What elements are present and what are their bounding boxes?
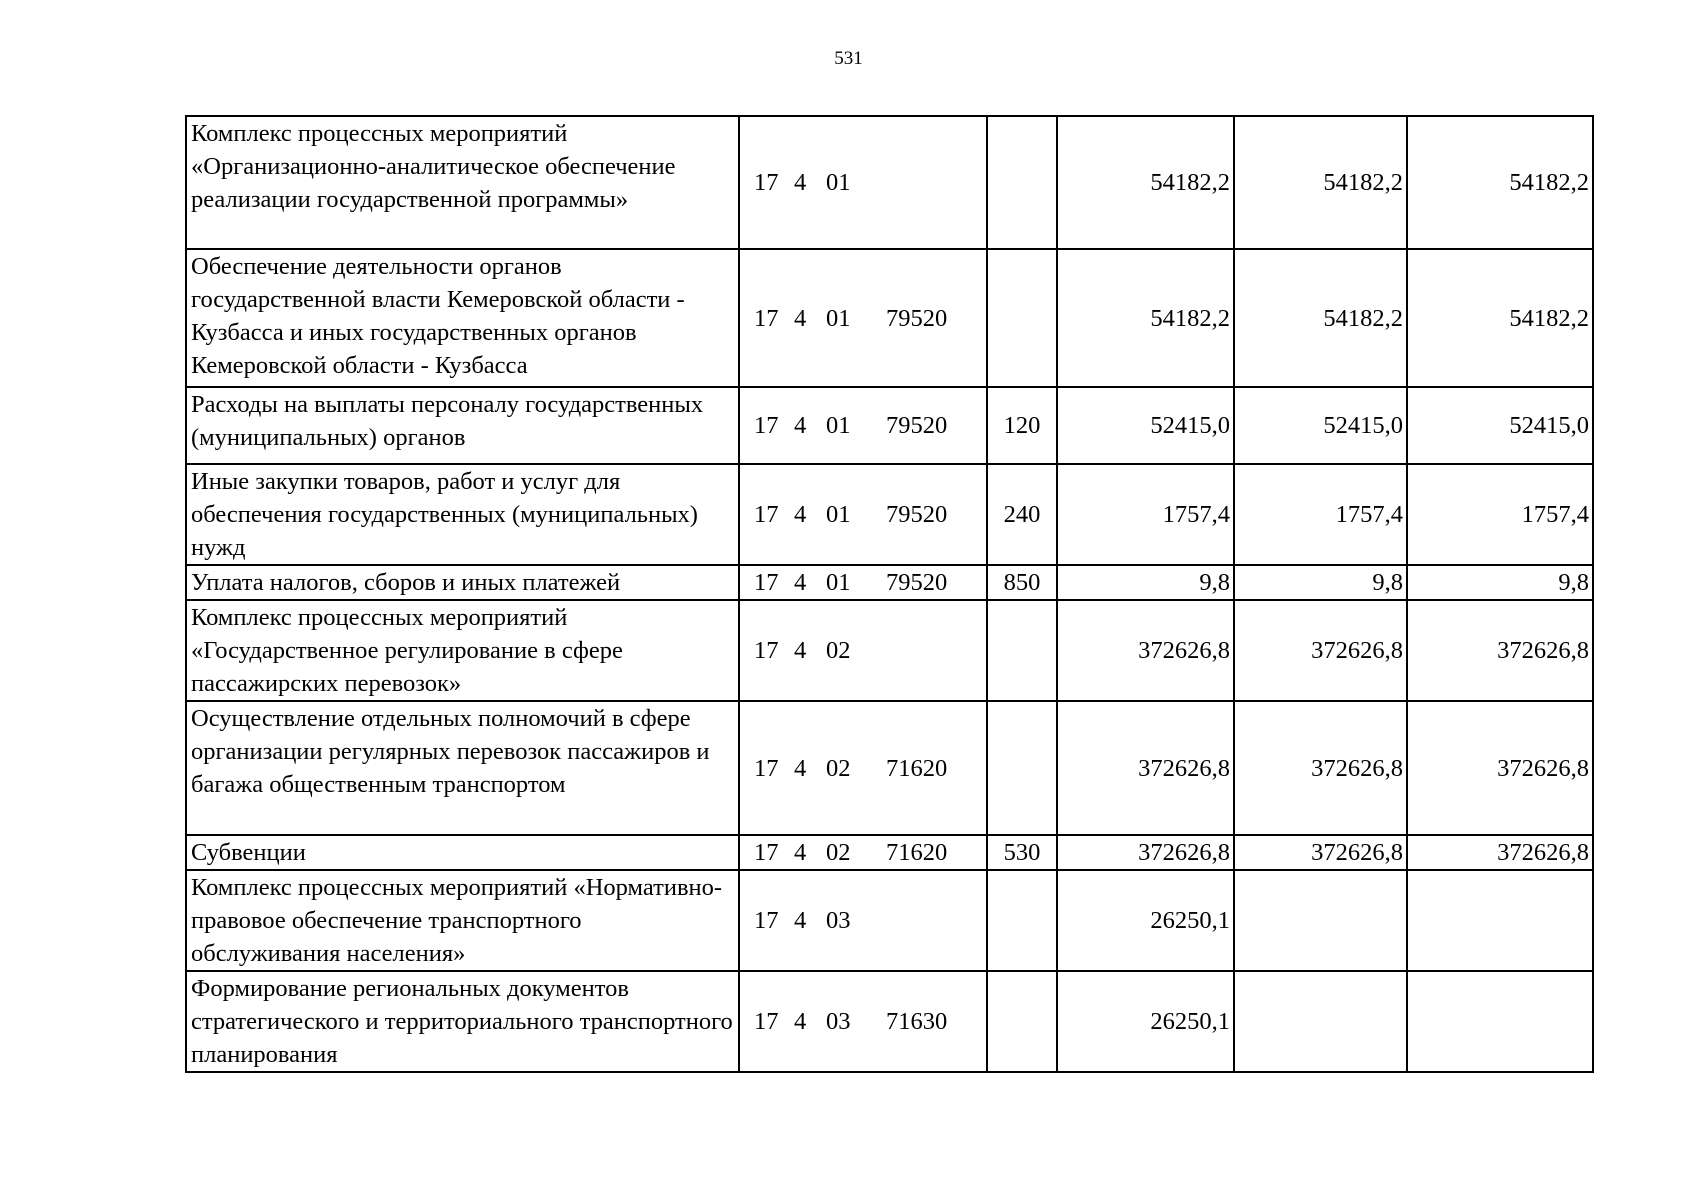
row-value-year2: 372626,8 [1234, 835, 1407, 870]
row-expense-type-cell [987, 116, 1057, 249]
row-name-cell: Уплата налогов, сборов и иных платежей [186, 565, 739, 600]
table-row [186, 971, 1593, 1072]
code-subprogram: 4 [794, 169, 807, 196]
code-subprogram: 4 [794, 304, 807, 332]
code-activity: 02 [826, 839, 851, 866]
row-value-year3: 372626,8 [1407, 600, 1593, 701]
row-value-year1: 54182,2 [1057, 249, 1234, 387]
row-value-year1: 54182,2 [1057, 116, 1234, 249]
code-program: 17 [754, 569, 779, 596]
page-number: 531 [834, 48, 863, 69]
row-value-year2: 9,8 [1234, 565, 1407, 600]
row-name-cell: Иные закупки товаров, работ и услуг для обеспечения государственных (муниципальных) нужд [186, 464, 739, 565]
code-subprogram: 4 [794, 839, 807, 866]
code-subprogram: 4 [794, 569, 807, 596]
row-value-year2: 372626,8 [1234, 600, 1407, 701]
row-value-year2: 1757,4 [1234, 464, 1407, 565]
code-activity: 03 [826, 1008, 851, 1035]
row-expense-type-cell: 530 [987, 835, 1057, 870]
row-name-cell: Осуществление отдельных полномочий в сфере организации регулярных перевозок пассажиров и багажа общественным транспортом [186, 701, 739, 835]
row-value-year3 [1407, 971, 1593, 1072]
row-code-cell [739, 464, 987, 565]
row-expense-type-cell: 120 [987, 387, 1057, 464]
row-value-year3: 9,8 [1407, 565, 1593, 600]
row-value-year1: 372626,8 [1057, 701, 1234, 835]
row-value-year1: 372626,8 [1057, 600, 1234, 701]
row-value-year3: 52415,0 [1407, 387, 1593, 464]
row-expense-type-cell [987, 701, 1057, 835]
row-code-cell [739, 971, 987, 1072]
row-expense-type-cell [987, 600, 1057, 701]
table-row [186, 249, 1593, 387]
row-code-cell [739, 387, 987, 464]
row-name-cell: Комплекс процессных мероприятий «Нормативно-правовое обеспечение транспортного обслуживания населения» [186, 870, 739, 971]
code-program: 17 [754, 907, 779, 934]
code-program: 17 [754, 637, 779, 664]
row-value-year2: 372626,8 [1234, 701, 1407, 835]
code-direction: 79520 [886, 569, 948, 596]
code-activity: 01 [826, 569, 851, 596]
code-direction: 71630 [886, 1008, 948, 1035]
code-subprogram: 4 [794, 754, 807, 782]
code-activity: 01 [826, 412, 851, 439]
code-subprogram: 4 [794, 1008, 807, 1035]
code-subprogram: 4 [794, 412, 807, 439]
code-program: 17 [754, 754, 779, 782]
table-row [186, 464, 1593, 565]
row-name-cell: Комплекс процессных мероприятий «Организационно-аналитическое обеспечение реализации государственной программы» [186, 116, 739, 249]
table-row [186, 870, 1593, 971]
row-code-cell [739, 116, 987, 249]
row-value-year1: 1757,4 [1057, 464, 1234, 565]
row-code-cell [739, 701, 987, 835]
row-value-year1: 26250,1 [1057, 870, 1234, 971]
row-value-year3: 54182,2 [1407, 116, 1593, 249]
code-activity: 02 [826, 637, 851, 664]
code-subprogram: 4 [794, 637, 807, 664]
row-value-year2 [1234, 870, 1407, 971]
code-program: 17 [754, 412, 779, 439]
code-program: 17 [754, 169, 779, 196]
row-value-year3: 54182,2 [1407, 249, 1593, 387]
code-program: 17 [754, 839, 779, 866]
row-expense-type-cell [987, 870, 1057, 971]
row-value-year3 [1407, 870, 1593, 971]
code-subprogram: 4 [794, 907, 807, 934]
row-value-year1: 26250,1 [1057, 971, 1234, 1072]
row-code-cell [739, 835, 987, 870]
row-name-cell: Комплекс процессных мероприятий «Государственное регулирование в сфере пассажирских перевозок» [186, 600, 739, 701]
code-program: 17 [754, 1008, 779, 1035]
row-value-year1: 9,8 [1057, 565, 1234, 600]
row-value-year1: 52415,0 [1057, 387, 1234, 464]
row-value-year2: 54182,2 [1234, 116, 1407, 249]
code-activity: 03 [826, 907, 851, 934]
code-activity: 01 [826, 304, 851, 332]
code-direction: 79520 [886, 412, 948, 439]
code-direction: 71620 [886, 839, 948, 866]
code-direction: 79520 [886, 304, 948, 332]
row-name-cell: Расходы на выплаты персоналу государственных (муниципальных) органов [186, 387, 739, 464]
code-direction: 71620 [886, 754, 948, 782]
row-value-year1: 372626,8 [1057, 835, 1234, 870]
row-expense-type-cell [987, 249, 1057, 387]
row-code-cell [739, 870, 987, 971]
table-row [186, 600, 1593, 701]
row-name-cell: Формирование региональных документов стратегического и территориального транспортного планирования [186, 971, 739, 1072]
row-code-cell [739, 565, 987, 600]
table-row [186, 565, 1593, 600]
row-value-year2: 52415,0 [1234, 387, 1407, 464]
row-expense-type-cell [987, 971, 1057, 1072]
row-value-year2: 54182,2 [1234, 249, 1407, 387]
code-subprogram: 4 [794, 501, 807, 528]
table-row [186, 387, 1593, 464]
row-value-year3: 1757,4 [1407, 464, 1593, 565]
row-value-year3: 372626,8 [1407, 701, 1593, 835]
table-row [186, 835, 1593, 870]
budget-table [185, 115, 1594, 1073]
code-activity: 01 [826, 169, 851, 196]
row-name-cell: Обеспечение деятельности органов государственной власти Кемеровской области - Кузбасса и иных государственных органов Кемеровской области - Кузбасса [186, 249, 739, 387]
code-activity: 02 [826, 754, 851, 782]
row-value-year3: 372626,8 [1407, 835, 1593, 870]
row-value-year2 [1234, 971, 1407, 1072]
row-expense-type-cell: 850 [987, 565, 1057, 600]
row-code-cell [739, 600, 987, 701]
row-code-cell [739, 249, 987, 387]
table-row [186, 701, 1593, 835]
code-activity: 01 [826, 501, 851, 528]
row-name-cell: Субвенции [186, 835, 739, 870]
code-program: 17 [754, 501, 779, 528]
code-direction: 79520 [886, 501, 948, 528]
table-row [186, 116, 1593, 249]
code-program: 17 [754, 304, 779, 332]
row-expense-type-cell: 240 [987, 464, 1057, 565]
